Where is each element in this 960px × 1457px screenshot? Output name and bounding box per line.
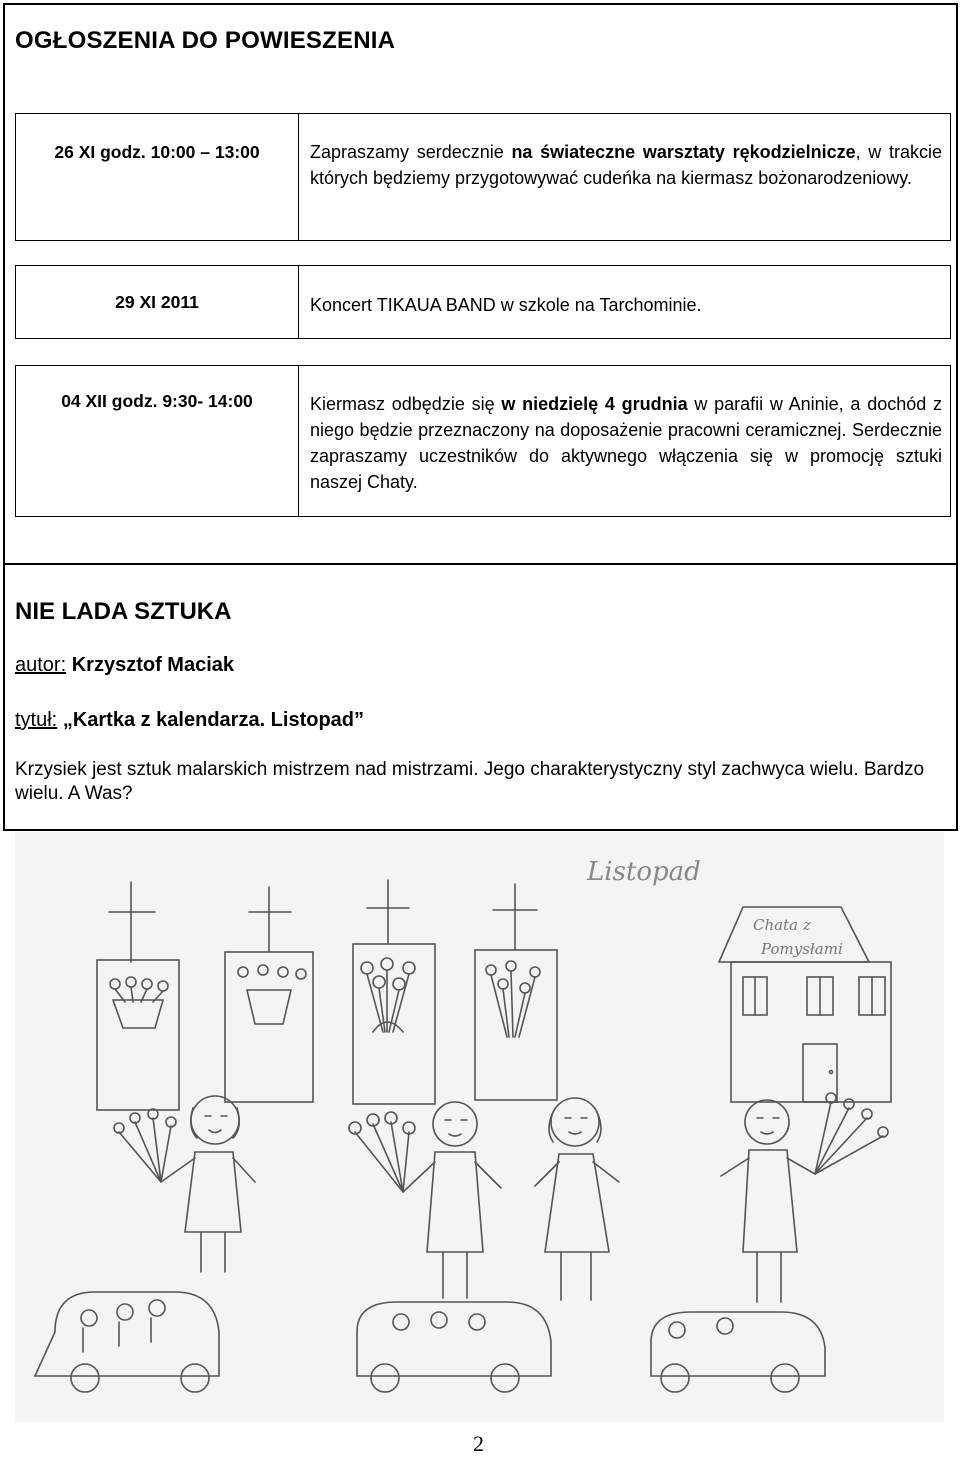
- bus-2: [357, 1302, 551, 1392]
- bus-1: [35, 1292, 219, 1392]
- title-label: tytuł:: [15, 709, 58, 731]
- drawing-illustration: [15, 832, 944, 1422]
- event-date: 29 XI 2011: [16, 266, 299, 338]
- grave-4: [475, 884, 557, 1100]
- person-4: [721, 1093, 888, 1302]
- event-row: [15, 365, 951, 517]
- event-text: , w trakcie których będziemy przygotowywać cudeńka na kiermasz bożonarodzeniowy.: [310, 142, 942, 188]
- grave-2: [225, 887, 313, 1102]
- event-row: [15, 265, 951, 339]
- month-caption: Listopad: [587, 857, 701, 887]
- author-line: [15, 654, 234, 677]
- artwork-title: „Kartka z kalendarza. Listopad”: [62, 709, 365, 731]
- event-description: [299, 114, 950, 240]
- artwork-drawing: [15, 832, 944, 1422]
- event-text-bold: na świateczne warsztaty rękodzielnicze: [511, 142, 856, 162]
- event-text: Zapraszamy serdecznie: [310, 142, 512, 162]
- event-text: Kiermasz odbędzie się: [310, 394, 502, 414]
- grave-1: [97, 882, 179, 1110]
- event-description: Koncert TIKAUA BAND w szkole na Tarchominie.: [310, 295, 702, 315]
- person-1: [114, 1096, 255, 1272]
- house-sign-line1: Chata z: [753, 916, 811, 934]
- art-section-title: NIE LADA SZTUKA: [15, 598, 232, 625]
- event-description: [299, 366, 950, 516]
- event-text-bold: w niedzielę 4 grudnia: [501, 394, 688, 414]
- page-number: 2: [473, 1431, 484, 1456]
- art-section: [3, 563, 958, 831]
- grave-3: [353, 880, 435, 1104]
- event-text: w parafii w Aninie, a dochód z niego będzie przeznaczony na doposażenie pracowni ceramicznej. Serdecznie zapraszamy uczestników do aktywnego włączenia się w promocję sztuki naszej Chaty.: [310, 394, 942, 492]
- author-label: autor:: [15, 654, 67, 676]
- bus-3: [651, 1312, 825, 1392]
- announcements-title: OGŁOSZENIA DO POWIESZENIA: [15, 27, 396, 54]
- person-2: [349, 1102, 501, 1298]
- announcements-section: [3, 3, 958, 563]
- author-name: Krzysztof Maciak: [71, 654, 234, 676]
- event-date: 04 XII godz. 9:30- 14:00: [16, 366, 299, 516]
- house-sign-line2: Pomysłami: [761, 940, 843, 958]
- person-3: [535, 1098, 619, 1300]
- event-date: 26 XI godz. 10:00 – 13:00: [16, 114, 299, 240]
- house: [719, 907, 891, 1102]
- event-row: [15, 113, 951, 241]
- artwork-description: Krzysiek jest sztuk malarskich mistrzem nad mistrzami. Jego charakterystyczny styl zachwyca wielu. Bardzo wielu. A Was?: [15, 759, 925, 804]
- artwork-title-line: [15, 709, 364, 732]
